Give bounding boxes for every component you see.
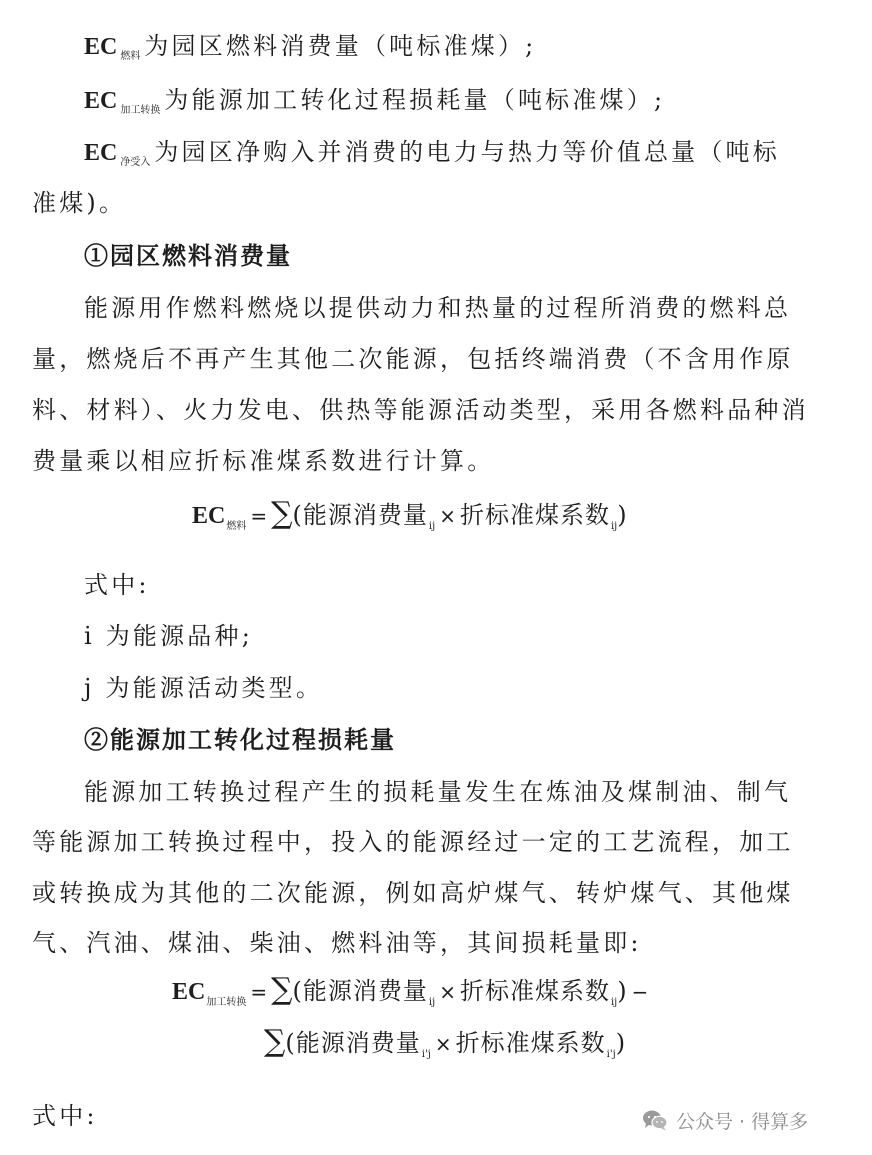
sigma-symbol: ∑	[264, 1024, 286, 1059]
minus-sign: −	[631, 980, 649, 1004]
formula-lhs-sub: 燃料	[226, 521, 247, 532]
term-sub: i'j	[606, 1049, 616, 1060]
formula-conversion-line-1	[172, 974, 652, 1019]
definition-net-purchase	[84, 136, 780, 179]
term-coefficient: 折标准煤系数	[455, 1029, 606, 1057]
section2-para-line-3: 或转换成为其他的二次能源，例如高炉煤气、转炉煤气、其他煤	[32, 879, 794, 907]
section1-para-line-2: 量，燃烧后不再产生其他二次能源，包括终端消费（不含用作原	[32, 345, 794, 373]
equals-sign: =	[250, 504, 268, 528]
section2-para-line-1: 能源加工转换过程产生的损耗量发生在炼油及煤制油、制气	[84, 778, 792, 806]
term-coefficient: 折标准煤系数	[459, 977, 610, 1005]
section2-heading: ②能源加工转化过程损耗量	[84, 725, 396, 754]
times-sign: ×	[439, 504, 456, 528]
formula-lhs: EC	[192, 503, 226, 529]
close-paren: )	[615, 1029, 627, 1057]
subscript: 加工转换	[120, 105, 161, 116]
definition-fuel	[84, 30, 536, 73]
subscript: 净受入	[120, 157, 151, 168]
definition-conversion	[84, 84, 665, 127]
term-coefficient: 折标准煤系数	[459, 501, 610, 529]
definition-net-purchase-continuation: 准煤)。	[32, 189, 127, 217]
watermark	[642, 1103, 808, 1137]
times-sign: ×	[439, 980, 456, 1004]
formula-conversion-line-2	[264, 1026, 626, 1071]
definition-text: 为园区燃料消费量（吨标准煤）;	[144, 32, 537, 60]
watermark-text: 公众号 · 得算多	[676, 1110, 809, 1133]
section1-para-line-4: 费量乘以相应折标准煤系数进行计算。	[32, 447, 495, 475]
sigma-symbol: ∑	[271, 972, 293, 1007]
section1-where-label: 式中:	[84, 571, 150, 599]
section1-para-line-1: 能源用作燃料燃烧以提供动力和热量的过程所消费的燃料总	[84, 294, 792, 322]
times-sign: ×	[434, 1032, 452, 1056]
open-paren: (	[292, 501, 303, 529]
section2-where-label: 式中:	[32, 1102, 98, 1130]
equals-sign: =	[250, 980, 268, 1004]
term-sub: ij	[428, 521, 436, 532]
section2-para-line-4: 气、汽油、煤油、柴油、燃料油等，其间损耗量即:	[32, 929, 642, 957]
formula-fuel	[192, 498, 628, 543]
symbol: EC	[84, 34, 118, 60]
wechat-icon	[642, 1109, 668, 1131]
section1-where-item-j: j 为能源活动类型。	[84, 674, 324, 702]
close-paren: )	[617, 977, 628, 1005]
section1-where-item-i: i 为能源品种;	[84, 622, 253, 650]
formula-lhs: EC	[172, 979, 206, 1005]
sigma-symbol: ∑	[271, 496, 293, 531]
section1-heading: ①园区燃料消费量	[84, 241, 292, 270]
term-sub: ij	[428, 997, 436, 1008]
term-sub: i'j	[421, 1049, 431, 1060]
open-paren: (	[285, 1029, 296, 1057]
section2-para-line-2: 等能源加工转换过程中，投入的能源经过一定的工艺流程，加工	[32, 828, 794, 856]
term-consumption: 能源消费量	[302, 501, 428, 529]
subscript: 燃料	[120, 51, 141, 62]
close-paren: )	[617, 501, 628, 529]
section1-para-line-3: 料、材料）、火力发电、供热等能源活动类型，采用各燃料品种消	[32, 396, 809, 424]
definition-text: 为能源加工转化过程损耗量（吨标准煤）;	[164, 86, 666, 114]
term-consumption: 能源消费量	[302, 977, 428, 1005]
term-consumption: 能源消费量	[295, 1029, 421, 1057]
formula-lhs-sub: 加工转换	[206, 997, 247, 1008]
open-paren: (	[292, 977, 303, 1005]
term-sub: ij	[610, 997, 618, 1008]
term-sub: ij	[610, 521, 618, 532]
definition-text: 为园区净购入并消费的电力与热力等价值总量（吨标	[154, 138, 780, 166]
symbol: EC	[84, 140, 118, 166]
symbol: EC	[84, 88, 118, 114]
